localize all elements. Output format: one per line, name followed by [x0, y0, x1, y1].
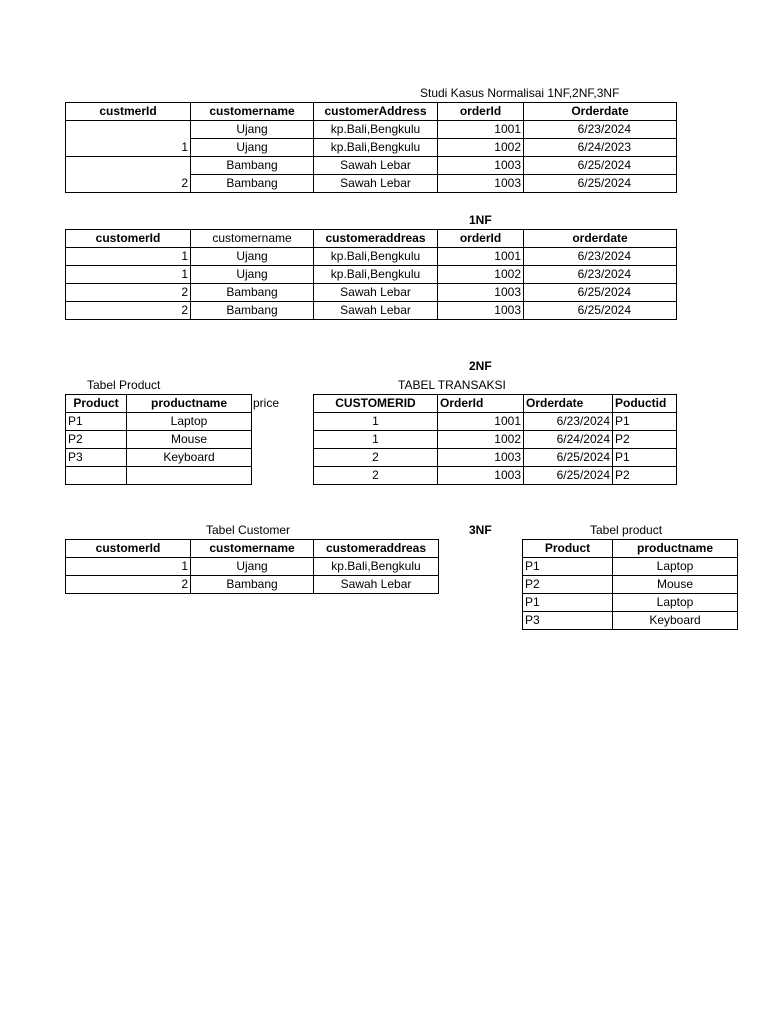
table-cell: 6/23/2024 [524, 266, 677, 284]
table-cell: 1 [314, 431, 438, 449]
table-cell: P2 [523, 576, 613, 594]
column-header: productname [613, 540, 738, 558]
table-cell: 6/23/2024 [524, 121, 677, 139]
column-header: productname [127, 395, 252, 413]
table-cell: P1 [66, 413, 127, 431]
table-cell: P3 [523, 612, 613, 630]
table-cell: P1 [613, 449, 677, 467]
nf2-transaksi-table [313, 394, 677, 485]
table-cell: Ujang [191, 248, 314, 266]
table-cell: Sawah Lebar [314, 576, 439, 594]
table-cell: 6/25/2024 [524, 157, 677, 175]
table-cell: 1 [66, 558, 191, 576]
table-header-row [314, 395, 677, 413]
price-label: price [253, 396, 280, 410]
table-cell: 1001 [438, 121, 524, 139]
customer-table-title: Tabel Customer [206, 523, 291, 537]
table-cell: 2 [66, 302, 191, 320]
table-cell: Mouse [613, 576, 738, 594]
table-row [66, 175, 677, 193]
table-cell: 1002 [438, 266, 524, 284]
column-header: custmerId [66, 103, 191, 121]
table-row [66, 248, 677, 266]
table-cell: kp.Bali,Bengkulu [314, 558, 439, 576]
table-cell: 6/24/2024 [524, 431, 613, 449]
table-cell: 1001 [438, 248, 524, 266]
column-header: customername [191, 540, 314, 558]
column-header: customeraddreas [314, 540, 439, 558]
column-header: Poductid [613, 395, 677, 413]
table-cell: 1001 [438, 413, 524, 431]
table-cell: 1 [66, 248, 191, 266]
column-header: customername [191, 230, 314, 248]
column-header: orderId [438, 230, 524, 248]
table-cell: 2 [66, 284, 191, 302]
table-cell: Sawah Lebar [314, 175, 438, 193]
table-row [66, 139, 677, 157]
table-cell: 6/24/2023 [524, 139, 677, 157]
table-row [314, 467, 677, 485]
table-header-row [66, 540, 439, 558]
table-cell: Sawah Lebar [314, 157, 438, 175]
nf2-product-table [65, 394, 252, 485]
table-cell: Bambang [191, 576, 314, 594]
column-header: Product [523, 540, 613, 558]
column-header: Orderdate [524, 103, 677, 121]
table-row [523, 576, 738, 594]
table-header-row [66, 395, 252, 413]
table-cell: Keyboard [127, 449, 252, 467]
table-cell: Mouse [127, 431, 252, 449]
table-header-row [66, 230, 677, 248]
table-cell: 1002 [438, 431, 524, 449]
table-cell: 1 [66, 266, 191, 284]
table-cell: 2 [314, 449, 438, 467]
table-row [66, 576, 439, 594]
table-cell: Ujang [191, 139, 314, 157]
table-row [66, 558, 439, 576]
table-cell [66, 467, 127, 485]
nf3-product-table-title: Tabel product [590, 523, 663, 537]
table-row [66, 467, 252, 485]
table-cell: Ujang [191, 121, 314, 139]
table-cell: 1 [314, 413, 438, 431]
column-header: customerId [66, 540, 191, 558]
table-cell: kp.Bali,Bengkulu [314, 139, 438, 157]
table-row [66, 121, 677, 139]
table-cell: P3 [66, 449, 127, 467]
table-row [523, 612, 738, 630]
table-cell: P1 [523, 558, 613, 576]
table-cell: 1 [66, 139, 191, 157]
column-header: customerAddress [314, 103, 438, 121]
table-row [66, 449, 252, 467]
table-cell: Keyboard [613, 612, 738, 630]
column-header: customerId [66, 230, 191, 248]
table-row [523, 594, 738, 612]
table-row [66, 431, 252, 449]
table-cell [127, 467, 252, 485]
table-cell: kp.Bali,Bengkulu [314, 248, 438, 266]
table-row [66, 284, 677, 302]
transaksi-table-title: TABEL TRANSAKSI [398, 378, 506, 392]
table-cell: Bambang [191, 284, 314, 302]
table-cell: Laptop [613, 558, 738, 576]
table-cell: 1003 [438, 284, 524, 302]
table-cell: Sawah Lebar [314, 302, 438, 320]
section-label-3nf: 3NF [469, 523, 492, 537]
table-row [314, 449, 677, 467]
table-row [66, 413, 252, 431]
column-header: Orderdate [524, 395, 613, 413]
column-header: customeraddreas [314, 230, 438, 248]
table-header-row [523, 540, 738, 558]
column-header: orderId [438, 103, 524, 121]
table-cell: Sawah Lebar [314, 284, 438, 302]
table-cell: P2 [613, 431, 677, 449]
table-cell: 1003 [438, 175, 524, 193]
table-cell: 2 [314, 467, 438, 485]
table-cell: 1003 [438, 302, 524, 320]
table-cell: 6/25/2024 [524, 467, 613, 485]
table-cell: kp.Bali,Bengkulu [314, 266, 438, 284]
table-cell: 6/25/2024 [524, 449, 613, 467]
table-cell: 1003 [438, 157, 524, 175]
table-row [314, 431, 677, 449]
table-cell: 2 [66, 175, 191, 193]
table-cell: Bambang [191, 157, 314, 175]
table-cell: 6/25/2024 [524, 284, 677, 302]
table-cell: 6/25/2024 [524, 175, 677, 193]
table-cell [66, 121, 191, 139]
nf3-customer-table [65, 539, 439, 594]
table-row [66, 302, 677, 320]
column-header: customername [191, 103, 314, 121]
table-cell: P1 [613, 413, 677, 431]
table-cell: P2 [66, 431, 127, 449]
column-header: Product [66, 395, 127, 413]
table-cell: Ujang [191, 558, 314, 576]
table-cell: 1003 [438, 449, 524, 467]
table-row [523, 558, 738, 576]
table-row [66, 157, 677, 175]
table-cell: 1003 [438, 467, 524, 485]
table-row [314, 413, 677, 431]
table-cell: 6/23/2024 [524, 413, 613, 431]
nf3-product-table [522, 539, 738, 630]
table-header-row [66, 103, 677, 121]
table-cell: kp.Bali,Bengkulu [314, 121, 438, 139]
page-title: Studi Kasus Normalisai 1NF,2NF,3NF [420, 86, 620, 100]
column-header: CUSTOMERID [314, 395, 438, 413]
table-cell: Bambang [191, 175, 314, 193]
table-cell: 6/25/2024 [524, 302, 677, 320]
column-header: orderdate [524, 230, 677, 248]
table-cell: Laptop [613, 594, 738, 612]
nf3-product-table-viewport [522, 539, 713, 633]
unnormalized-table [65, 102, 677, 193]
nf1-table [65, 229, 677, 320]
column-header: OrderId [438, 395, 524, 413]
table-cell: P1 [523, 594, 613, 612]
table-row [66, 266, 677, 284]
product-table-title: Tabel Product [87, 378, 161, 392]
table-cell: Bambang [191, 302, 314, 320]
table-cell: Ujang [191, 266, 314, 284]
table-cell [66, 157, 191, 175]
section-label-2nf: 2NF [469, 359, 492, 373]
section-label-1nf: 1NF [469, 213, 492, 227]
table-cell: 1002 [438, 139, 524, 157]
table-cell: P2 [613, 467, 677, 485]
table-cell: 2 [66, 576, 191, 594]
table-cell: Laptop [127, 413, 252, 431]
table-cell: 6/23/2024 [524, 248, 677, 266]
